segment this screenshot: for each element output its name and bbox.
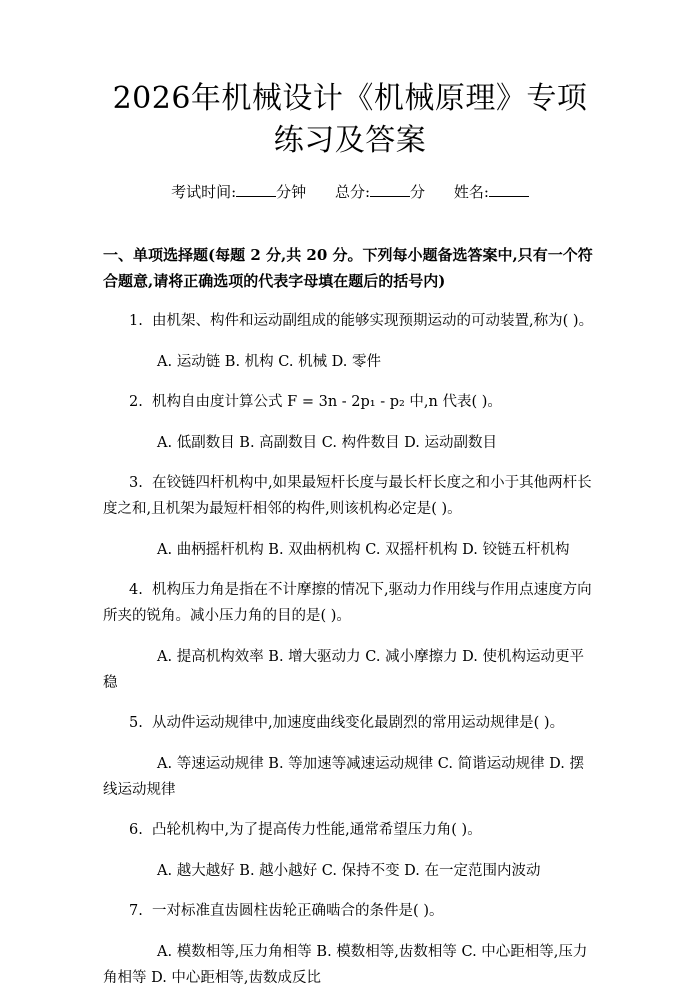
question-options: A. 运动链 B. 机构 C. 机械 D. 零件 xyxy=(157,353,382,370)
question-stem: 3. 在铰链四杆机构中,如果最短杆长度与最长杆长度之和小于其他两杆长度之和,且机架为最短杆相邻的构件,则该机构必定是( )。 xyxy=(103,475,592,517)
question-stem: 5. 从动件运动规律中,加速度曲线变化最剧烈的常用运动规律是( )。 xyxy=(129,715,565,731)
time-unit: 分钟 xyxy=(276,183,307,201)
question-options: A. 低副数目 B. 高副数目 C. 构件数目 D. 运动副数目 xyxy=(157,434,498,451)
question-stem: 2. 机构自由度计算公式 F = 3n - 2p₁ - p₂ 中,n 代表( )。 xyxy=(129,394,502,410)
question-options: A. 提高机构效率 B. 增大驱动力 C. 减小摩擦力 D. 使机构运动更平稳 xyxy=(103,648,585,691)
question-stem: 4. 机构压力角是指在不计摩擦的情况下,驱动力作用线与作用点速度方向所夹的锐角。减小压力角的目的是( )。 xyxy=(103,582,592,624)
exam-time xyxy=(171,182,306,202)
time-label: 考试时间: xyxy=(171,183,237,201)
question-stem: 1. 由机架、构件和运动副组成的能够实现预期运动的可动装置,称为( )。 xyxy=(129,313,594,329)
exam-name xyxy=(454,182,529,202)
exam-score xyxy=(335,182,425,202)
question-list xyxy=(103,308,597,991)
score-unit: 分 xyxy=(410,183,426,201)
page-title: 2026年机械设计《机械原理》专项练习及答案 xyxy=(112,81,588,158)
question-options: A. 模数相等,压力角相等 B. 模数相等,齿数相等 C. 中心距相等,压力角相等 D. 中心距相等,齿数成反比 xyxy=(103,943,588,986)
question-options: A. 等速运动规律 B. 等加速等减速运动规律 C. 简谐运动规律 D. 摆线运动规律 xyxy=(103,755,585,798)
score-blank xyxy=(370,182,410,197)
name-label: 姓名: xyxy=(453,183,489,201)
time-blank xyxy=(236,182,276,197)
name-blank xyxy=(489,182,529,197)
question-options: A. 越大越好 B. 越小越好 C. 保持不变 D. 在一定范围内波动 xyxy=(157,862,541,879)
score-label: 总分: xyxy=(334,183,371,201)
question-stem: 7. 一对标准直齿圆柱齿轮正确啮合的条件是( )。 xyxy=(129,903,444,919)
exam-meta xyxy=(103,182,597,202)
section-heading: 一、单项选择题(每题 2 分,共 20 分。下列每小题备选答案中,只有一个符合题意,请将正确选项的代表字母填在题后的括号内) xyxy=(103,246,593,290)
question-stem: 6. 凸轮机构中,为了提高传力性能,通常希望压力角( )。 xyxy=(129,822,482,838)
question-options: A. 曲柄摇杆机构 B. 双曲柄机构 C. 双摇杆机构 D. 铰链五杆机构 xyxy=(157,541,570,558)
